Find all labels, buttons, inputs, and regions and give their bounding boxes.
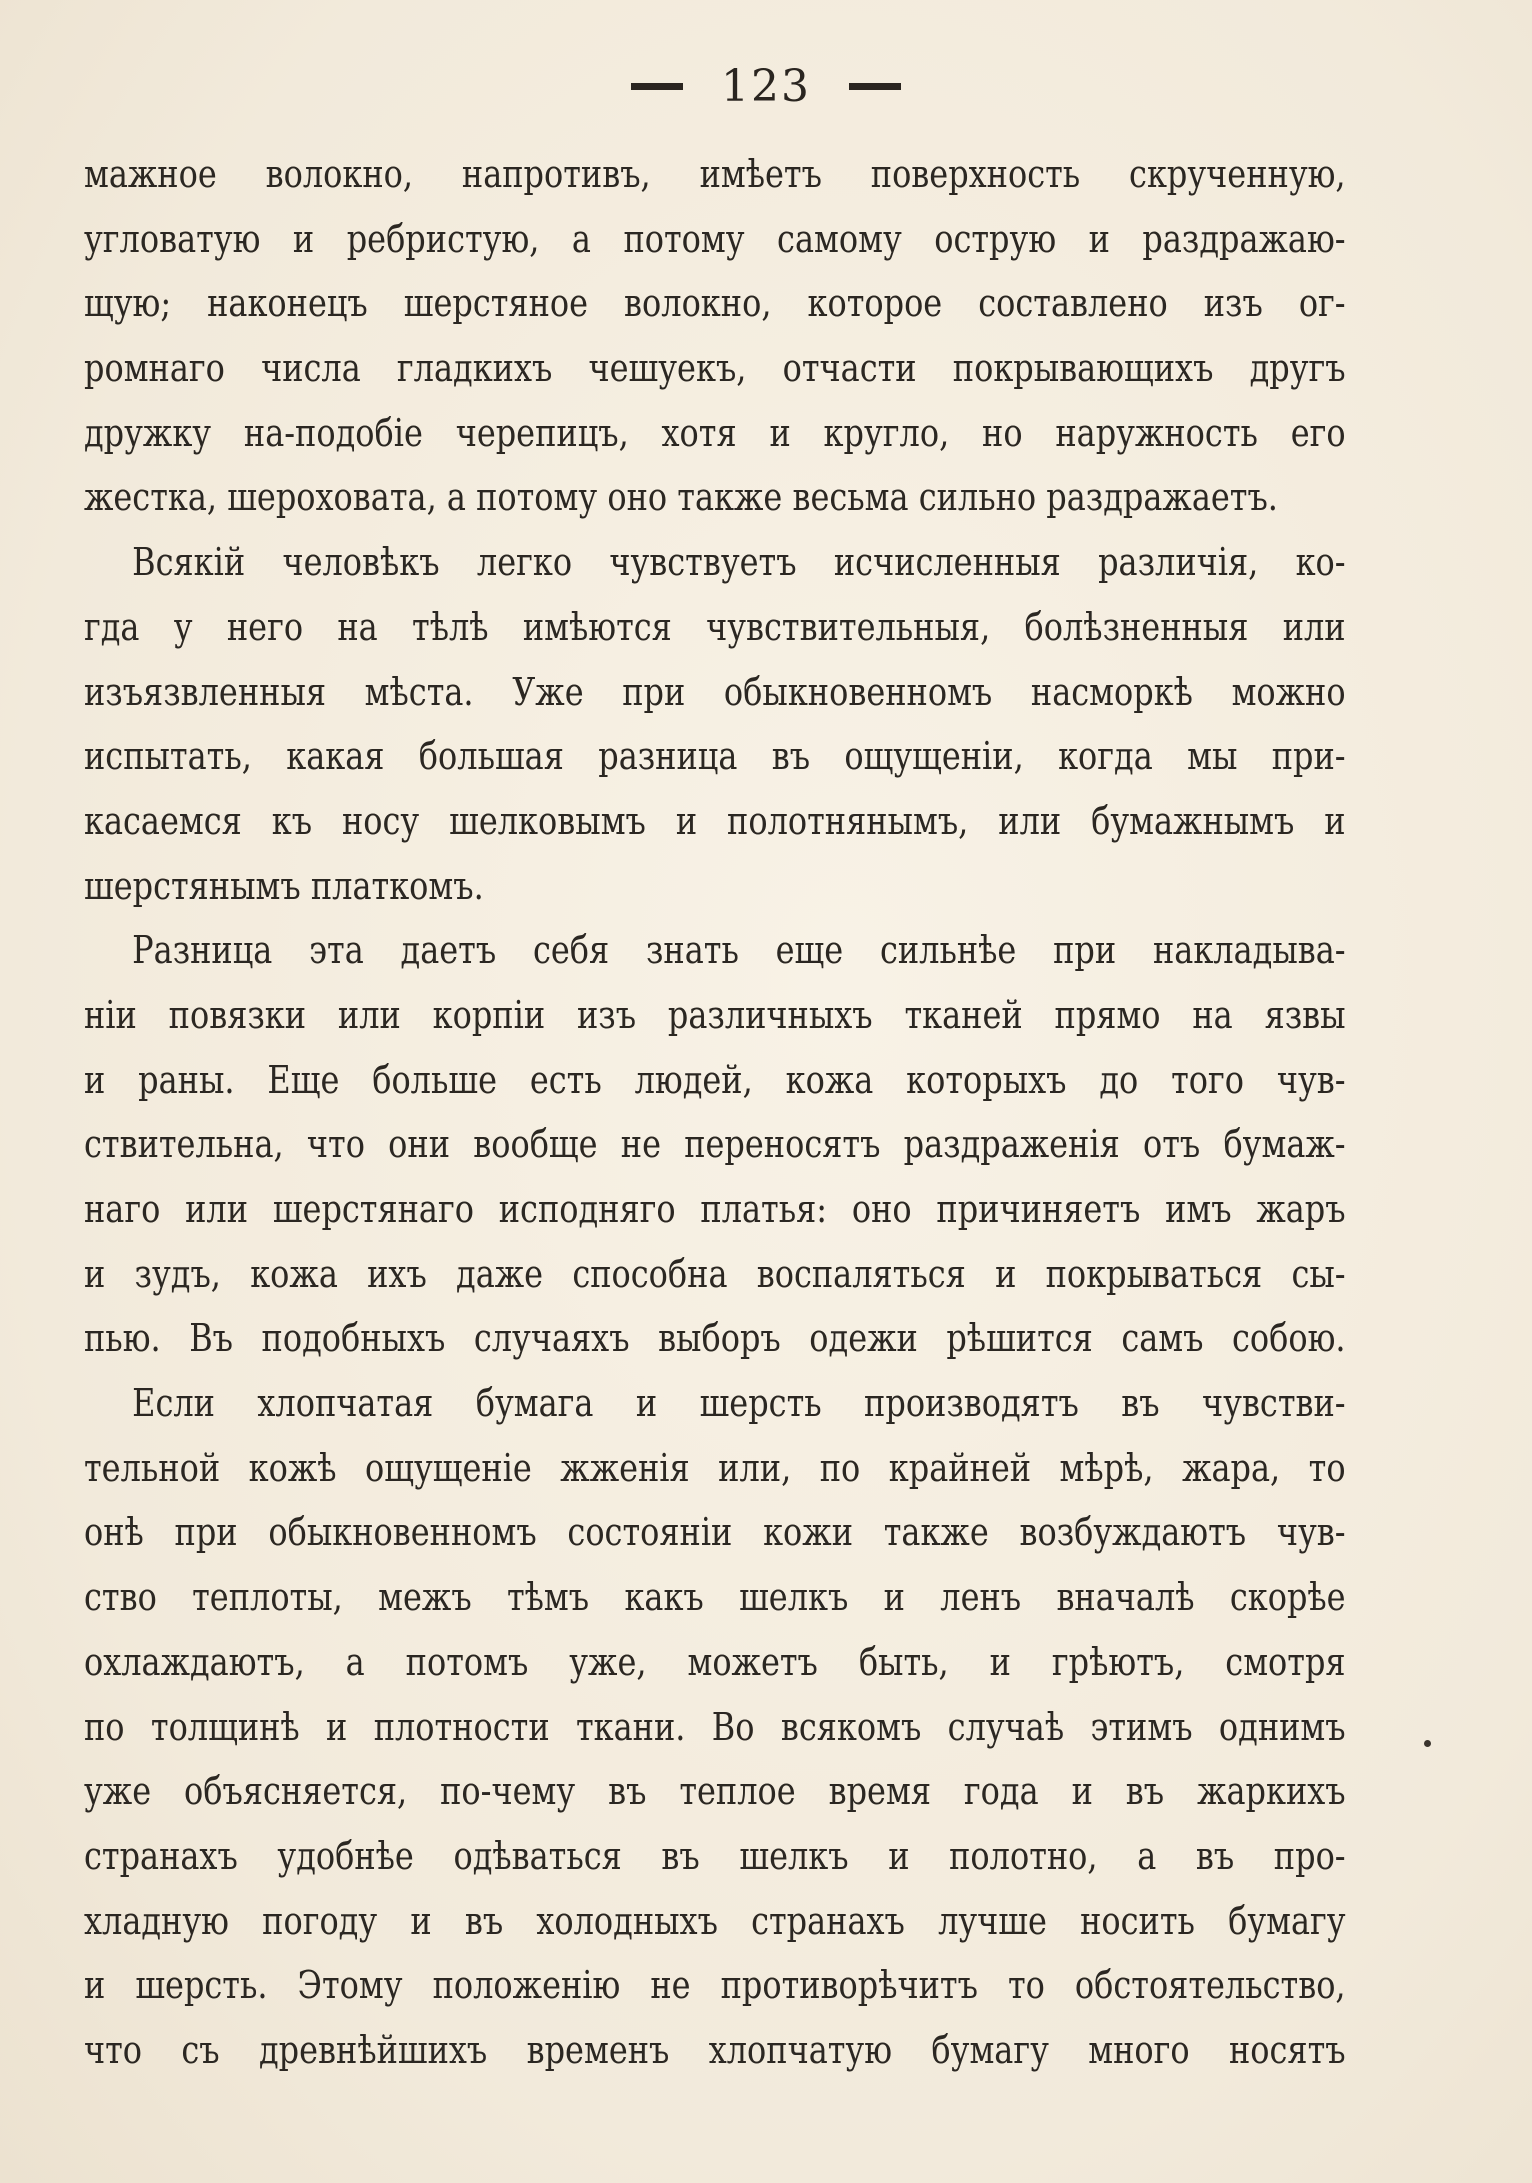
- text-line: угловатую и ребристую, а потому самому острую и раздражаю-: [84, 216, 1346, 262]
- page-header: [0, 58, 1532, 112]
- text-line: онѣ при обыкновенномъ состояніи кожи также возбуждаютъ чув-: [84, 1510, 1346, 1556]
- text-line: шерстянымъ платкомъ.: [84, 863, 484, 909]
- text-line: странахъ удобнѣе одѣваться въ шелкъ и полотно, а въ про-: [84, 1833, 1346, 1879]
- text-line: мажное волокно, напротивъ, имѣетъ поверхность скрученную,: [84, 152, 1346, 197]
- text-line: и раны. Еще больше есть людей, кожа которыхъ до того чув-: [84, 1057, 1346, 1103]
- paragraph-first-line: Если хлопчатая бумага и шерсть производятъ въ чувстви-: [132, 1381, 1346, 1427]
- text-line: жестка, шероховата, а потому оно также весьма сильно раздражаетъ.: [84, 475, 1278, 521]
- text-line: что съ древнѣйшихъ временъ хлопчатую бумагу много носятъ: [84, 2027, 1346, 2073]
- paragraph-first-line: Разница эта даетъ себя знать еще сильнѣе при накладыва-: [132, 928, 1346, 974]
- body-text: [84, 143, 1346, 2084]
- text-line: и зудъ, кожа ихъ даже способна воспаляться и покрываться сы-: [84, 1251, 1346, 1297]
- text-line: дружку на-подобіе черепицъ, хотя и кругло, но наружность его: [84, 410, 1346, 456]
- text-line: изъязвленныя мѣста. Уже при обыкновенномъ насморкѣ можно: [84, 669, 1346, 715]
- text-line: ствительна, что они вообще не переносятъ раздраженія отъ бумаж-: [84, 1122, 1346, 1168]
- text-line: гда у него на тѣлѣ имѣются чувствительныя, болѣзненныя или: [84, 604, 1346, 650]
- paragraph-first-line: Всякій человѣкъ легко чувствуетъ исчисленныя различія, ко-: [132, 540, 1346, 586]
- text-line: пью. Въ подобныхъ случаяхъ выборъ одежи рѣшится самъ собою.: [84, 1316, 1346, 1362]
- text-line: наго или шерстянаго исподняго платья: оно причиняетъ имъ жаръ: [84, 1187, 1346, 1232]
- text-line: тельной кожѣ ощущеніе жженія или, по крайней мѣрѣ, жара, то: [84, 1445, 1346, 1491]
- text-line: щую; наконецъ шерстяное волокно, которое составлено изъ ог-: [84, 281, 1346, 327]
- text-line: ство теплоты, межъ тѣмъ какъ шелкъ и ленъ вначалѣ скорѣе: [84, 1575, 1346, 1621]
- text-line: ніи повязки или корпіи изъ различныхъ тканей прямо на язвы: [84, 992, 1346, 1038]
- text-line: и шерсть. Этому положенію не противорѣчитъ то обстоятельство,: [84, 1963, 1346, 2009]
- text-line: по толщинѣ и плотности ткани. Во всякомъ случаѣ этимъ однимъ: [84, 1704, 1346, 1750]
- ink-speck: [1424, 1740, 1431, 1747]
- right-dash-ornament: [849, 83, 901, 90]
- text-line: уже объясняется, по-чему въ теплое время года и въ жаркихъ: [84, 1769, 1346, 1815]
- text-line: касаемся къ носу шелковымъ и полотнянымъ, или бумажнымъ и: [84, 798, 1346, 844]
- text-line: ромнаго числа гладкихъ чешуекъ, отчасти покрывающихъ другъ: [84, 346, 1346, 392]
- text-line: охлаждаютъ, а потомъ уже, можетъ быть, и грѣютъ, смотря: [84, 1639, 1346, 1685]
- text-line: испытать, какая большая разница въ ощущеніи, когда мы при-: [84, 734, 1346, 780]
- left-dash-ornament: [631, 83, 683, 90]
- page-number: 123: [721, 61, 811, 112]
- text-line: хладную погоду и въ холодныхъ странахъ лучше носить бумагу: [84, 1898, 1346, 1944]
